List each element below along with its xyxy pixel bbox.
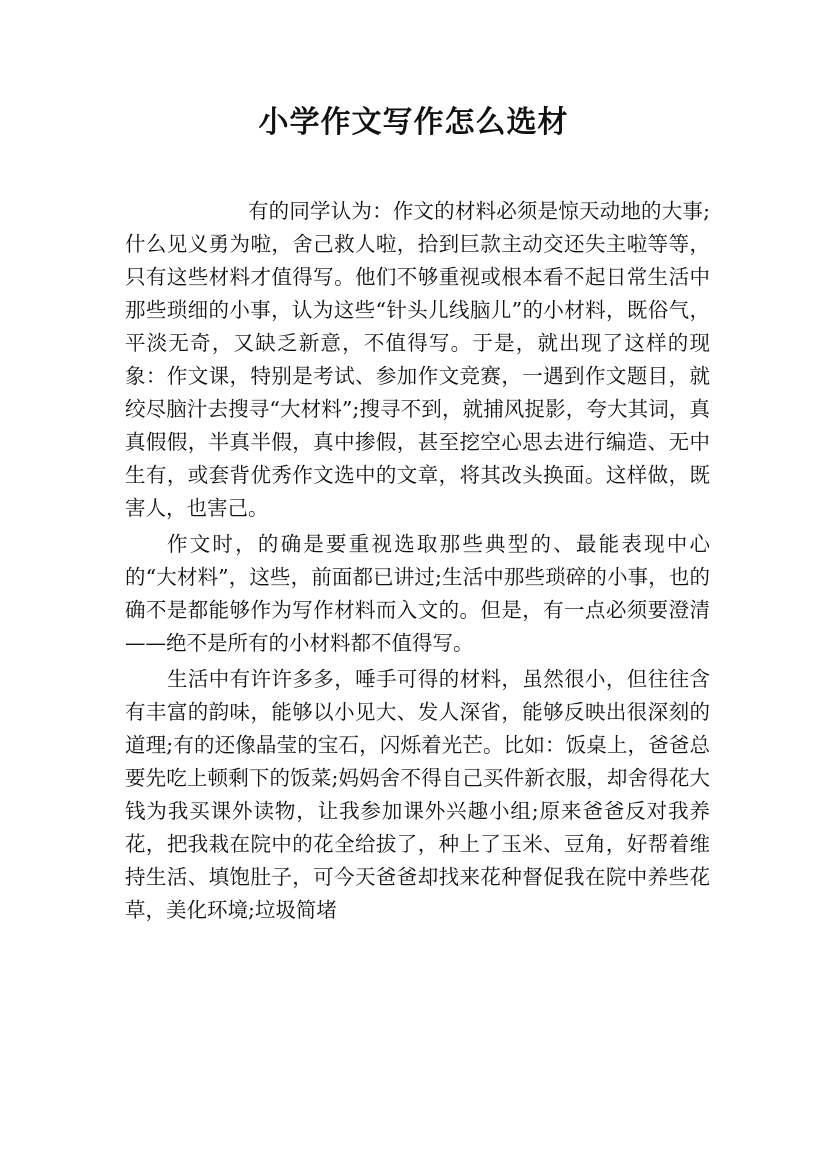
paragraph-1: 有的同学认为：作文的材料必须是惊天动地的大事;什么见义勇为啦，舍己救人啦，拾到巨款主动交还失主啦等等，只有这些材料才值得写。他们不够重视或根本看不起日常生活中那些琐细的小事，认为这些“针头儿线脑儿”的小材料，既俗气，平淡无奇，又缺乏新意，不值得写。于是，就出现了这样的现象：作文课，特别是考试、参加作文竞赛，一遇到作文题目，就绞尽脑汁去搜寻“大材料”;搜寻不到，就捕风捉影，夸大其词，真真假假，半真半假，真中掺假，甚至挖空心思去进行编造、无中生有，或套背优秀作文选中的文章，将其改头换面。这样做，既害人，也害己。 bbox=[125, 199, 710, 520]
paragraph-2: 作文时，的确是要重视选取那些典型的、最能表现中心的“大材料”，这些，前面都已讲过;生活中那些琐碎的小事，也的确不是都能够作为写作材料而入文的。但是，有一点必须要澄清——绝不是所有的小材料都不值得写。 bbox=[125, 532, 710, 655]
paragraph-3: 生活中有许许多多，唾手可得的材料，虽然很小，但往往含有丰富的韵味，能够以小见大、发人深省，能够反映出很深刻的道理;有的还像晶莹的宝石，闪烁着光芒。比如：饭桌上，爸爸总要先吃上顿剩下的饭菜;妈妈舍不得自己买件新衣服，却舍得花大钱为我买课外读物，让我参加课外兴趣小组;原来爸爸反对我养花，把我栽在院中的花全给拔了，种上了玉米、豆角，好帮着维持生活、填饱肚子，可今天爸爸却找来花种督促我在院中养些花草，美化环境;垃圾简堵 bbox=[125, 667, 710, 922]
document-title: 小学作文写作怎么选材 bbox=[258, 105, 569, 140]
document-body bbox=[125, 195, 710, 927]
